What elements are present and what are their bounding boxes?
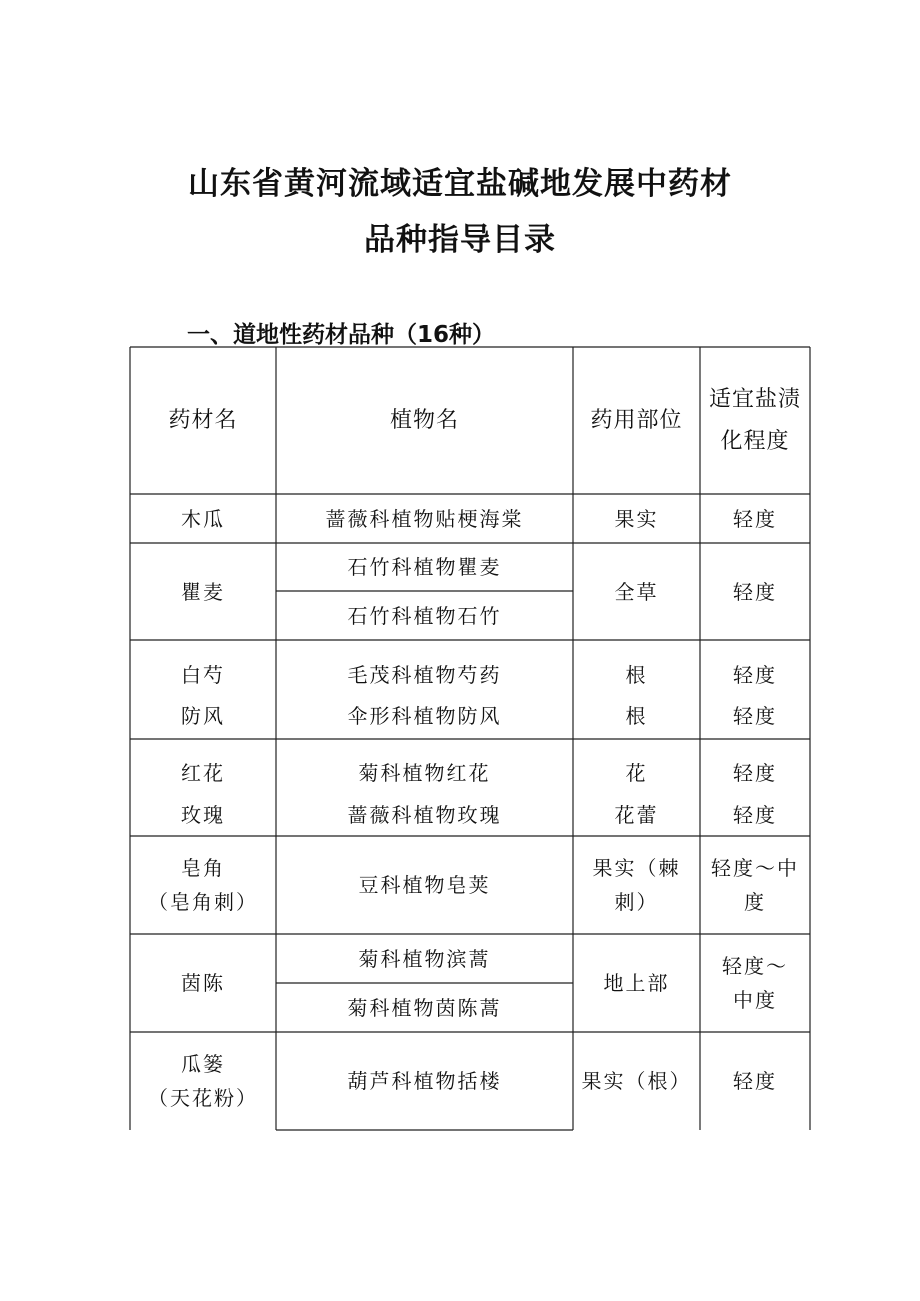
row-3-part (573, 696, 700, 736)
row-3-plant-text: 伞形科植物防风 (347, 704, 502, 728)
row-6-salinity (700, 836, 810, 934)
row-1-part-text: 全草 (614, 579, 659, 604)
row-7-salinity (700, 934, 810, 1032)
row-0-plant (276, 494, 573, 543)
row-5-part (573, 795, 700, 835)
row-6-part-text-a: 果实（棘 (592, 856, 681, 880)
row-1-plant-b-text: 石竹科植物石竹 (347, 603, 502, 628)
row-7-herb-text: 茵陈 (181, 971, 225, 995)
row-0-part (573, 494, 700, 543)
row-7-plant-b-text: 菊科植物茵陈蒿 (347, 995, 502, 1020)
row-8-part-text: 果实（根） (581, 1069, 692, 1093)
row-0-salinity (700, 494, 810, 543)
row-6-herb (130, 836, 276, 934)
row-3-salinity (700, 696, 810, 736)
row-8-salinity (700, 1032, 810, 1130)
row-1-herb-text: 瞿麦 (181, 579, 225, 604)
row-8-herb (130, 1032, 276, 1130)
row-0-herb (130, 494, 276, 543)
row-7-plant-a (276, 934, 573, 983)
row-0-salinity-text: 轻度 (733, 506, 777, 531)
row-4-salinity-text: 轻度 (733, 761, 777, 785)
row-6-herb-text-b: （皂角刺） (148, 890, 258, 914)
row-3-herb (130, 696, 276, 736)
row-7-plant-b (276, 983, 573, 1032)
row-7-salinity-text-b: 中度 (733, 988, 777, 1012)
row-4-herb (130, 753, 276, 793)
row-2-herb (130, 655, 276, 695)
row-0-plant-text: 蔷薇科植物贴梗海棠 (325, 506, 524, 531)
row-1-salinity (700, 543, 810, 640)
row-5-plant (276, 795, 573, 835)
row-3-plant (276, 696, 573, 736)
document-title-line1: 山东省黄河流域适宜盐碱地发展中药材 (188, 166, 732, 202)
row-2-salinity (700, 655, 810, 695)
row-4-part (573, 753, 700, 793)
row-7-plant-a-text: 菊科植物滨蒿 (358, 946, 491, 971)
row-1-part (573, 543, 700, 640)
row-6-plant (276, 836, 573, 934)
row-6-salinity-text-b: 度 (744, 890, 766, 914)
row-5-part-text: 花蕾 (614, 803, 659, 827)
row-3-salinity-text: 轻度 (733, 704, 777, 728)
row-5-salinity (700, 795, 810, 835)
row-2-salinity-text: 轻度 (733, 663, 777, 687)
row-8-salinity-text: 轻度 (733, 1069, 777, 1093)
row-4-plant (276, 753, 573, 793)
row-6-salinity-text-a: 轻度～中 (711, 856, 799, 880)
row-3-herb-text: 防风 (181, 704, 225, 728)
header-salinity (700, 347, 810, 494)
row-4-salinity (700, 753, 810, 793)
header-salinity-line1: 适宜盐渍 (708, 386, 801, 412)
row-8-plant-text: 葫芦科植物括楼 (347, 1069, 502, 1093)
header-plant-name: 植物名 (389, 407, 459, 433)
header-herb-name: 药材名 (168, 407, 238, 433)
row-1-salinity-text: 轻度 (733, 579, 777, 604)
row-2-plant-text: 毛茂科植物芍药 (347, 663, 502, 687)
header-medicinal-part: 药用部位 (590, 407, 683, 433)
row-6-part-text-b: 刺） (614, 890, 659, 914)
row-7-herb (130, 934, 276, 1032)
row-1-plant-a (276, 543, 573, 591)
row-6-plant-text: 豆科植物皂荚 (358, 873, 491, 897)
row-2-plant (276, 655, 573, 695)
row-0-herb-text: 木瓜 (181, 506, 225, 531)
row-8-herb-text-a: 瓜篓 (181, 1052, 225, 1076)
row-7-part (573, 934, 700, 1032)
row-6-herb-text-a: 皂角 (181, 856, 225, 880)
row-2-part (573, 655, 700, 695)
row-5-salinity-text: 轻度 (733, 803, 777, 827)
row-4-plant-text: 菊科植物红花 (358, 761, 491, 785)
row-1-plant-a-text: 石竹科植物瞿麦 (347, 555, 502, 579)
row-5-herb (130, 795, 276, 835)
row-7-part-text: 地上部 (603, 971, 670, 995)
header-salinity-line2: 化程度 (720, 428, 790, 454)
row-0-part-text: 果实 (614, 506, 659, 531)
document-title-line2: 品种指导目录 (364, 222, 556, 258)
row-2-part-text: 根 (625, 663, 648, 687)
row-1-plant-b (276, 591, 573, 640)
row-4-herb-text: 红花 (181, 761, 225, 785)
row-8-herb-text-b: （天花粉） (148, 1086, 258, 1110)
row-1-herb (130, 543, 276, 640)
row-5-plant-text: 蔷薇科植物玫瑰 (347, 803, 502, 827)
row-2-herb-text: 白芍 (181, 663, 225, 687)
row-6-part (573, 836, 700, 934)
row-3-part-text: 根 (625, 704, 648, 728)
row-5-herb-text: 玫瑰 (181, 803, 225, 827)
row-7-salinity-text-a: 轻度～ (722, 954, 788, 978)
section-heading: 一、道地性药材品种（16种） (187, 322, 496, 348)
row-8-part (573, 1032, 700, 1130)
row-8-plant (276, 1032, 573, 1130)
row-4-part-text: 花 (625, 761, 648, 785)
